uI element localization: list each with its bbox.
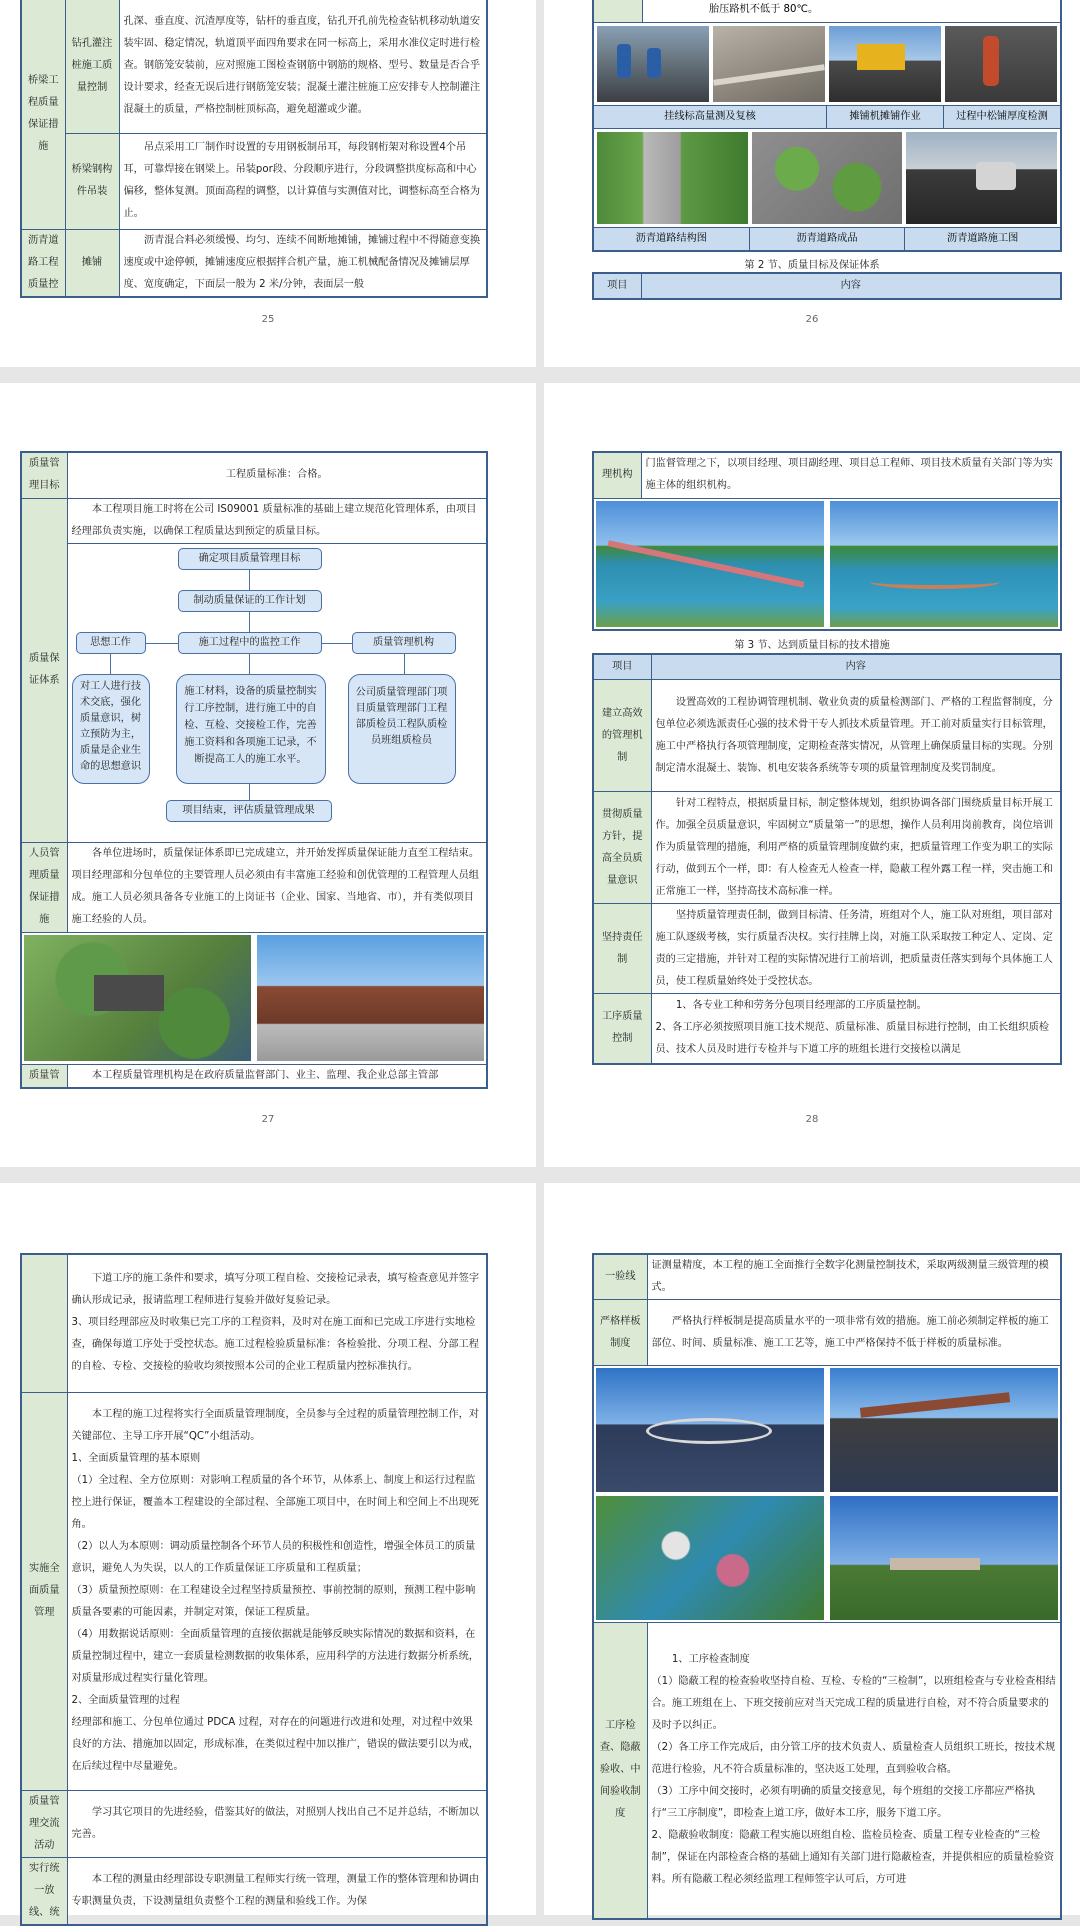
p27-table — [20, 451, 488, 1089]
bottom-label: 质量管 — [21, 1064, 67, 1088]
paving-text: 沥青混合料必须缓慢、均匀、连续不间断地摊铺，摊铺过程中不得随意变换速度或中途停顿，摊铺速度应根据拌合机产量，施工机械配备情况及摊铺层厚度、宽度确定，下面层一般为 2 米/分钟，表面层一般 — [119, 229, 487, 297]
continued-process-text: 下道工序的施工条件和要求，填写分项工程自检、交接检记录表，填写检查意见并签字确认形成记录，报请监理工程师进行复验并做好复验记录。 3、项目经理部应及时收集已完工序的工程资料，及时对在施工面和已完成工序进行实地检查，确保每道工序处于受控状态。施工过程检验质量标准：各检验批、分项工程、分部工程的自检、专检、交接检的验收均须按照本公司的企业工程质量内控标准执行。 — [67, 1254, 487, 1392]
page-number: 26 — [805, 314, 819, 325]
goal-label: 质量管理目标 — [21, 452, 67, 498]
staff-text: 各单位进场时，质量保证体系即已完成建立，并开始发挥质量保证能力直至工程结束。项目经理部和分包单位的主要管理人员必须由有丰富施工经验和创优管理的工程管理人员组成。施工人员必须具备各专业施工的上岗证书（企业、国家、当地省、市），并有类似项目施工经验的人员。 — [67, 842, 487, 932]
flow-node-organization-detail: 公司质量管理部门项目质量管理部门工程部质检员工程队质检员班组质检员 — [348, 674, 456, 784]
caption-finished: 沥青道路成品 — [750, 228, 906, 250]
page-number: 25 — [261, 314, 275, 325]
p30-table — [592, 1253, 1062, 1920]
caption-paver: 摊铺机摊铺作业 — [827, 106, 944, 128]
road-construction-photo — [906, 132, 1057, 224]
header-content: 内容 — [651, 654, 1061, 680]
page-26 — [544, 0, 1080, 367]
page-29 — [0, 1183, 536, 1918]
system-label: 质量保证体系 — [21, 498, 67, 842]
asphalt-group-label: 沥青道路工程质量控 — [21, 229, 65, 297]
inspection-label: 工序检查、隐蔽验收、中间验收制度 — [593, 1623, 647, 1919]
bored-pile-label: 钻孔灌注桩施工质量控制 — [65, 0, 119, 133]
curved-bridge-render — [830, 501, 1058, 627]
responsibility-text: 坚持质量管理责任制，做到目标清、任务清，班组对个人，施工队对班组，项目部对施工队逐级考核，实行质量否决权。实行挂牌上岗，对施工队采取按工种定人、定岗、定责的三定措施，并针对工程的实际情况进行工前培训，把质量责任落实到每个具体施工人员，使工程质量始终处于受控状态。 — [651, 904, 1061, 994]
road-finished-render — [752, 132, 903, 224]
org-text: 门监督管理之下，以项目经理、项目副经理、项目总工程师、项目技术质量有关部门等为实施主体的组织机构。 — [641, 452, 1061, 498]
bridge-group-label: 桥梁工程质量保证措施 — [21, 0, 65, 229]
verify-label: 一验线 — [593, 1254, 647, 1300]
survey-text: 本工程的测量由经理部设专职测量工程师实行统一管理，测量工作的整体管理和协调由专职测量负责，下设测量组负责整个工程的测量和验线工作。为保 — [67, 1857, 487, 1925]
exchange-text: 学习其它项目的先进经验，借鉴其好的做法，对照别人找出自己不足并总结，不断加以完善。 — [67, 1790, 487, 1857]
building-courtyard-render — [257, 935, 484, 1061]
sample-text: 严格执行样板制是提高质量水平的一项非常有效的措施。施工前必须制定样板的施工部位、时间、质量标准、施工工艺等，施工中严格保持不低于样板的质量标准。 — [647, 1300, 1061, 1366]
p26-photo-panel — [592, 0, 1062, 252]
steel-hoist-label: 桥梁钢构件吊装 — [65, 133, 119, 229]
exchange-label: 质量管理交流活动 — [21, 1790, 67, 1857]
tqm-text: 本工程的施工过程将实行全面质量管理制度，全员参与全过程的质量管理控制工作，对关键部位、主导工序开展“QC”小组活动。 1、全面质量管理的基本原则 （1）全过程、全方位原则：对影响工程质量的各个环节，从体系上、制度上和运行过程监控上进行保证，覆盖本工程建设的全部过程、全部施工项目中，在时间上和空间上不出现死角。 （2）以人为本原则：调动质量控制各个环节人员的积极性和创造性，增强全体员工的质量意识，避免人为失误，以人的工作质量保证工序质量和工程质量； （3）质量预控原则：在工程建设全过程坚持质量预控、事前控制的原则，预测工程中影响质量各要素的可能因素，并制定对策，保证工程质量。 （4）用数据说话原则：全面质量管理的直接依据就是能够反映实际情况的数据和资料，在质量控制过程中，建立一套质量检测数据的收集体系，应用科学的方法进行数据分析系统，对质量形成过程实行量化管理。 2、全面质量管理的过程 经理部和施工、分包单位通过 PDCA 过程，对存在的问题进行改进和处理，对过程中效果良好的方法、措施加以固定，形成标准，在类似过程中加以推广，错误的做法要引以为戒，在后续过程中尽量避免。 — [67, 1392, 487, 1790]
tqm-label: 实施全面质量管理 — [21, 1392, 67, 1790]
process-text: 1、各专业工种和劳务分包项目经理部的工序质量控制。 2、各工序必须按照项目施工技术规范、质量标准、质量目标进行控制，由工长组织质检员、技术人员及时进行专检并与下道工序的班组长进行交接检以满足 — [651, 994, 1061, 1064]
flow-node-monitor-detail: 施工材料，设备的质量控制实行工序控制，进行施工中的自检、互检、交接检工作，完善施工资料和各项施工记录，不断提高工人的施工水平。 — [176, 674, 326, 784]
awareness-text: 针对工程特点，根据质量目标，制定整体规划，组织协调各部门围绕质量目标开展工作。加强全员质量意识，牢固树立“质量第一”的思想，操作人员利用岗前教育，岗位培训作为质量管理的措施，利用严格的质量管理制度做约束，把质量管理工作变为职工的实际行动，做到五个一样，即：有人检查无人检查一样，隐蔽工程外露工程一样，突击施工和正常施工一样，坚持高技术高标准一样。 — [651, 792, 1061, 904]
p25-table — [20, 0, 488, 298]
bottom-text: 本工程质量管理机构是在政府质量监督部门、业主、监理、我企业总部主管部 — [67, 1064, 487, 1088]
p29-table — [20, 1253, 488, 1926]
flow-node-end: 项目结束，评估质量管理成果 — [166, 800, 332, 822]
verify-text: 证测量精度，本工程的施工全面推行全数字化测量控制技术，采取两级测量三级管理的模式。 — [647, 1254, 1061, 1300]
steel-hoist-text: 吊点采用工厂制作时设置的专用钢板制吊耳，每段钢桁架对称设置4个吊耳，可靠焊接在钢梁上。吊装por段、分段顺序进行，分段调整拱度标高和中心偏移，整体复测。顶面高程的调整，以计算值与实测值对比，调整标高至合格为止。 — [119, 133, 487, 229]
section-title: 第 2 节、质量目标及保证体系 — [744, 260, 880, 271]
flow-node-ideology-detail: 对工人进行技术交底，强化质量意识，树立预防为主，质量是企业生命的思想意识 — [72, 674, 150, 784]
mechanism-label: 建立高效的管理机制 — [593, 680, 651, 792]
flow-node-ideology: 思想工作 — [76, 632, 146, 654]
caption-thickness: 过程中松铺厚度检测 — [944, 106, 1060, 128]
page-28 — [544, 383, 1080, 1167]
header-content: 内容 — [641, 273, 1061, 299]
responsibility-label: 坚持责任制 — [593, 904, 651, 994]
pavilion-render — [830, 1368, 1058, 1492]
flow-node-monitor: 施工过程中的监控工作 — [178, 632, 322, 654]
inspection-text: 1、工序检查制度 （1）隐蔽工程的检查验收坚持自检、互检、专检的“三检制”，以班组检查与专业检查相结合。施工班组在上、下班交接前应对当天完成工程的质量进行自检，对不符合质量要求的及时予以纠正。 （2）各工序工作完成后，由分管工序的技术负责人、质量检查人员组织工班长，按技术规范进行检验，凡不符合质量标准的，坚决返工处理，直到验收合格。 （3）工序中间交接时，必须有明确的质量交接意见，每个班组的交接工序都应严格执行“三工序制度”，即检查上道工序，做好本工序，服务下道工序。 2、隐蔽验收制度：隐蔽工程实施以班组自检、监检员检查、质量工程专业检查的“三检制”，保证在内部检查合格的基础上通知有关部门进行隐蔽检查，并提供相应的质量检验资料。所有隐蔽工程必须经监理工程师签字认可后，方可进 — [647, 1623, 1061, 1919]
plaza-render — [596, 1368, 824, 1492]
road-structure-render — [597, 132, 748, 224]
p28-table — [592, 653, 1062, 1065]
caption-construction: 沥青道路施工图 — [905, 228, 1060, 250]
goal-text: 工程质量标准：合格。 — [67, 452, 487, 498]
thickness-check-photo — [945, 26, 1057, 102]
page-25 — [0, 0, 536, 367]
curb-survey-photo — [713, 26, 825, 102]
bored-pile-text: 孔深、垂直度、沉渣厚度等，钻杆的垂直度，钻孔开孔前先检查钻机移动轨道安装牢固、稳定情况，轨道顶平面四角要求在同一标高上，采用水准仪定时进行检查。钢筋笼安装前，应对照施工图检查钢筋中钢筋的规格、型号、数量是否合乎设计要求，经查无误后进行钢筋笼安装；混凝土灌注桩施工应安排专人控制灌注混凝土的质量，严格控制桩顶标高，避免超灌或少灌。 — [119, 0, 487, 133]
caption-structure: 沥青道路结构图 — [594, 228, 750, 250]
header-item: 项目 — [593, 654, 651, 680]
quality-flowchart — [68, 544, 487, 838]
mechanism-text: 设置高效的工程协调管理机制、敬业负责的质量检测部门、严格的工程监督制度，分包单位必须选派责任心强的技术骨干专人抓技术质量管理。开工前对质量实行目标管理，施工中严格执行各项管理制度，定期检查落实情况，从管理上确保质量目标的实现。分别制定清水混凝土、装饰、机电安装各系统等专项的质量管理制度及奖罚制度。 — [651, 680, 1061, 792]
staff-label: 人员管理质量保证措施 — [21, 842, 67, 932]
flow-node-plan: 制动质量保证的工作计划 — [178, 590, 322, 612]
lawn-building-render — [830, 1496, 1058, 1620]
survey-label: 实行统一放线、统 — [21, 1857, 67, 1925]
paving-label: 摊铺 — [65, 229, 119, 297]
flow-node-target: 确定项目质量管理目标 — [178, 548, 322, 570]
paver-photo — [829, 26, 941, 102]
park-aerial-render — [596, 1496, 824, 1620]
header-item: 项目 — [593, 273, 641, 299]
p26-header-table — [592, 272, 1062, 300]
p28-top-table — [592, 451, 1062, 631]
awareness-label: 贯彻质量方针，提高全员质量意识 — [593, 792, 651, 904]
process-label: 工序质量控制 — [593, 994, 651, 1064]
section-title: 第 3 节、达到质量目标的技术措施 — [734, 640, 890, 651]
flow-node-organization: 质量管理机构 — [352, 632, 456, 654]
campus-aerial-render — [24, 935, 251, 1061]
page-number: 27 — [261, 1114, 275, 1125]
lake-boardwalk-render — [596, 501, 824, 627]
page-27 — [0, 383, 536, 1167]
page-30 — [544, 1183, 1080, 1915]
page-number: 28 — [805, 1114, 819, 1125]
org-label: 理机构 — [593, 452, 641, 498]
caption-survey: 挂线标高量测及复核 — [594, 106, 827, 128]
p26-top-text: 胎压路机不低于 80℃。 — [709, 4, 819, 15]
system-text: 本工程项目施工时将在公司 IS09001 质量标准的基础上建立规范化管理体系，由项目经理部负责实施，以确保工程质量达到预定的质量目标。 — [68, 499, 487, 544]
road-workers-photo — [597, 26, 709, 102]
sample-label: 严格样板制度 — [593, 1300, 647, 1366]
